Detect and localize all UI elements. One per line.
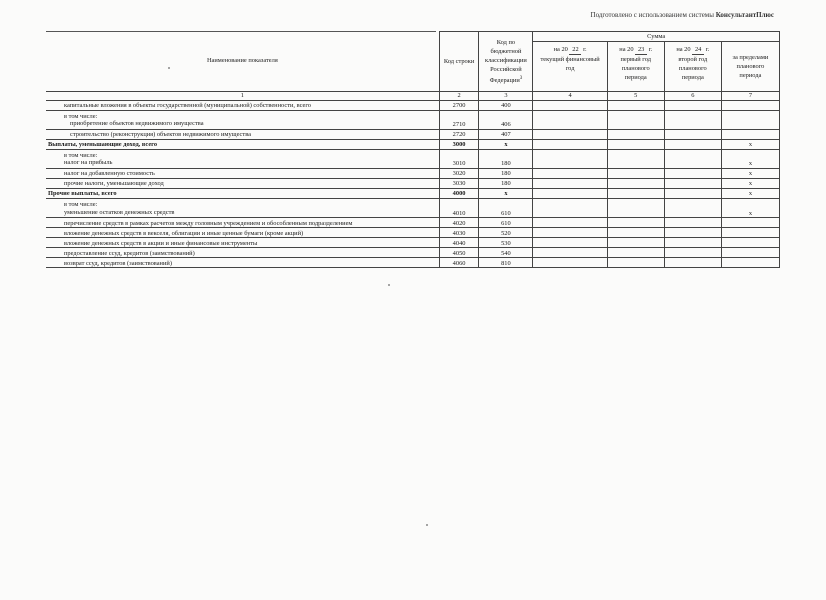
row-sum-year-3 xyxy=(664,238,721,248)
row-kbk: 540 xyxy=(479,248,533,258)
column-number: 2 xyxy=(439,92,479,101)
row-sum-beyond: x xyxy=(721,178,779,188)
row-sum-year-2 xyxy=(607,228,664,238)
header-name: Наименование показателя xyxy=(46,32,439,92)
header-kbk-line4: Российской xyxy=(490,65,522,73)
row-kbk: x xyxy=(479,188,533,198)
row-kbk: 610 xyxy=(479,218,533,228)
header-year-3-desc3: периода xyxy=(681,74,704,81)
row-sum-beyond xyxy=(721,228,779,238)
row-sum-beyond xyxy=(721,100,779,110)
table-row xyxy=(46,188,780,198)
row-kbk: 530 xyxy=(479,238,533,248)
row-kbk: 520 xyxy=(479,228,533,238)
row-sum-year-2 xyxy=(607,149,664,168)
table-row xyxy=(46,139,780,149)
header-beyond-line2: планового xyxy=(736,63,765,70)
row-sum-year-1 xyxy=(533,178,607,188)
row-name xyxy=(46,139,439,149)
header-year-2-post: г. xyxy=(648,46,653,53)
row-kbk: 180 xyxy=(479,149,533,168)
row-sum-year-2 xyxy=(607,188,664,198)
row-sum-year-3 xyxy=(664,198,721,217)
header-year-2 xyxy=(607,42,664,92)
header-beyond-line1: за пределами xyxy=(732,54,769,61)
row-name xyxy=(46,258,439,268)
row-code: 4030 xyxy=(439,228,479,238)
row-sum-year-3 xyxy=(664,168,721,178)
row-sum-year-1 xyxy=(533,188,607,198)
table-row xyxy=(46,258,780,268)
row-label: уменьшение остатков денежных средств xyxy=(64,208,175,216)
table-row xyxy=(46,110,780,129)
row-code: 4040 xyxy=(439,238,479,248)
row-sum-year-2 xyxy=(607,198,664,217)
row-label: приобретение объектов недвижимого имущества xyxy=(70,120,204,128)
header-beyond xyxy=(721,42,779,92)
row-code: 3020 xyxy=(439,168,479,178)
row-code: 3000 xyxy=(439,139,479,149)
column-number: 3 xyxy=(479,92,533,101)
row-sum-year-1 xyxy=(533,100,607,110)
row-sum-year-1 xyxy=(533,258,607,268)
row-sum-year-2 xyxy=(607,238,664,248)
row-prefix: в том числе: xyxy=(64,151,98,159)
scan-speck xyxy=(388,284,390,286)
header-kbk-line5-text: Федерации xyxy=(489,77,520,85)
row-name xyxy=(46,218,439,228)
row-label: Прочие выплаты, всего xyxy=(48,190,117,198)
row-sum-year-3 xyxy=(664,110,721,129)
table-header-row-1 xyxy=(46,32,780,42)
table-row xyxy=(46,238,780,248)
table-body xyxy=(46,100,780,268)
row-name xyxy=(46,228,439,238)
table-row xyxy=(46,149,780,168)
row-sum-year-2 xyxy=(607,139,664,149)
header-year-1 xyxy=(533,42,607,92)
row-sum-year-3 xyxy=(664,258,721,268)
table-row xyxy=(46,198,780,217)
row-label: вложение денежных средств в акции и иные финансовые инструменты xyxy=(64,239,258,247)
row-label: возврат ссуд, кредитов (заимствований) xyxy=(64,259,172,267)
header-year-3-title xyxy=(667,45,719,55)
column-number: 1 xyxy=(46,92,439,101)
header-year-1-value: 22 xyxy=(569,45,581,55)
row-code: 2720 xyxy=(439,129,479,139)
row-sum-year-1 xyxy=(533,218,607,228)
header-year-3-pre: на 20 xyxy=(676,46,691,53)
row-kbk: 407 xyxy=(479,129,533,139)
header-year-2-desc2: планового xyxy=(621,65,650,72)
row-prefix: в том числе: xyxy=(64,112,98,120)
row-code: 4000 xyxy=(439,188,479,198)
header-year-2-desc1: первый год xyxy=(620,56,652,63)
column-number-row xyxy=(46,92,780,101)
row-kbk: 406 xyxy=(479,110,533,129)
row-sum-year-1 xyxy=(533,238,607,248)
row-sum-year-3 xyxy=(664,100,721,110)
row-sum-year-1 xyxy=(533,139,607,149)
row-kbk: 180 xyxy=(479,168,533,178)
row-name xyxy=(46,100,439,110)
row-sum-year-3 xyxy=(664,149,721,168)
row-sum-year-1 xyxy=(533,168,607,178)
row-sum-beyond xyxy=(721,258,779,268)
row-sum-year-1 xyxy=(533,248,607,258)
row-prefix: в том числе: xyxy=(64,200,98,208)
row-name xyxy=(46,129,439,139)
row-sum-year-3 xyxy=(664,139,721,149)
row-sum-year-3 xyxy=(664,228,721,238)
table-row xyxy=(46,168,780,178)
row-kbk: 400 xyxy=(479,100,533,110)
header-year-3-post: г. xyxy=(705,46,710,53)
row-code: 3030 xyxy=(439,178,479,188)
row-name xyxy=(46,178,439,188)
column-number: 4 xyxy=(533,92,607,101)
row-sum-year-2 xyxy=(607,100,664,110)
header-note xyxy=(591,11,774,19)
row-sum-beyond xyxy=(721,238,779,248)
row-sum-year-1 xyxy=(533,228,607,238)
header-code: Код строки xyxy=(439,32,479,92)
header-year-1-post: г. xyxy=(583,46,587,53)
row-code: 4050 xyxy=(439,248,479,258)
header-kbk-line1: Код по xyxy=(496,38,516,46)
header-kbk-footnote: 3 xyxy=(519,75,523,81)
financial-table xyxy=(46,31,780,268)
row-sum-year-3 xyxy=(664,248,721,258)
row-code: 3010 xyxy=(439,149,479,168)
row-sum-year-2 xyxy=(607,258,664,268)
column-number: 6 xyxy=(664,92,721,101)
table-row xyxy=(46,129,780,139)
row-code: 2700 xyxy=(439,100,479,110)
row-sum-year-2 xyxy=(607,168,664,178)
header-year-2-value: 23 xyxy=(635,45,647,55)
header-year-3 xyxy=(664,42,721,92)
row-sum-year-3 xyxy=(664,188,721,198)
row-sum-year-1 xyxy=(533,149,607,168)
header-note-prefix: Подготовлено с использованием системы xyxy=(590,11,714,19)
header-year-1-title xyxy=(535,45,604,55)
header-year-2-desc3: периода xyxy=(624,74,647,81)
header-year-3-desc1: второй год xyxy=(678,56,708,63)
row-kbk: x xyxy=(479,139,533,149)
row-sum-year-2 xyxy=(607,110,664,129)
row-kbk: 810 xyxy=(479,258,533,268)
row-name xyxy=(46,248,439,258)
row-sum-beyond: x xyxy=(721,188,779,198)
table-row xyxy=(46,218,780,228)
row-sum-beyond xyxy=(721,129,779,139)
row-code: 4020 xyxy=(439,218,479,228)
row-label: предоставление ссуд, кредитов (заимствований) xyxy=(64,249,195,257)
row-label: Выплаты, уменьшающие доход, всего xyxy=(48,141,158,149)
table-row xyxy=(46,178,780,188)
row-sum-year-2 xyxy=(607,129,664,139)
row-code: 4060 xyxy=(439,258,479,268)
column-number: 7 xyxy=(721,92,779,101)
header-kbk-line2: бюджетной xyxy=(490,47,522,55)
row-sum-beyond xyxy=(721,110,779,129)
row-name xyxy=(46,198,439,217)
row-name xyxy=(46,110,439,129)
header-note-brand: КонсультантПлюс xyxy=(715,11,774,19)
row-code: 4010 xyxy=(439,198,479,217)
column-number: 5 xyxy=(607,92,664,101)
row-label: налог на прибыль xyxy=(64,159,113,167)
header-sum: Сумма xyxy=(533,32,780,42)
scan-speck xyxy=(168,67,170,69)
row-kbk: 610 xyxy=(479,198,533,217)
row-sum-year-1 xyxy=(533,198,607,217)
row-sum-year-1 xyxy=(533,129,607,139)
row-sum-beyond: x xyxy=(721,198,779,217)
row-sum-year-2 xyxy=(607,248,664,258)
row-label: налог на добавленную стоимость xyxy=(64,170,155,178)
row-kbk: 180 xyxy=(479,178,533,188)
scan-speck xyxy=(426,524,428,526)
header-beyond-line3: периода xyxy=(739,72,762,79)
row-label: прочие налоги, уменьшающие доход xyxy=(64,180,164,188)
row-sum-year-3 xyxy=(664,218,721,228)
row-label: перечисление средств в рамках расчетов между головным учреждением и обособленным подразделением xyxy=(64,219,353,227)
row-sum-beyond: x xyxy=(721,149,779,168)
header-kbk-line3: классификации xyxy=(484,56,527,64)
header-year-1-desc: текущий финансовый год xyxy=(540,56,600,72)
row-sum-year-2 xyxy=(607,218,664,228)
row-sum-year-3 xyxy=(664,129,721,139)
header-year-3-desc2: планового xyxy=(678,65,707,72)
row-sum-year-2 xyxy=(607,178,664,188)
header-year-2-pre: на 20 xyxy=(619,46,634,53)
row-name xyxy=(46,238,439,248)
header-year-3-value: 24 xyxy=(692,45,704,55)
table-row xyxy=(46,228,780,238)
row-sum-year-1 xyxy=(533,110,607,129)
row-sum-beyond xyxy=(721,248,779,258)
table-row xyxy=(46,100,780,110)
header-year-2-title xyxy=(610,45,662,55)
row-name xyxy=(46,149,439,168)
row-sum-beyond: x xyxy=(721,139,779,149)
header-year-1-pre: на 20 xyxy=(553,46,568,53)
row-label: вложение денежных средств в векселя, облигации и иные ценные бумаги (кроме акций) xyxy=(64,229,304,237)
row-label: строительство (реконструкция) объектов недвижимого имущества xyxy=(70,131,251,139)
row-name xyxy=(46,188,439,198)
row-sum-beyond: x xyxy=(721,168,779,178)
row-code: 2710 xyxy=(439,110,479,129)
header-kbk-line5 xyxy=(481,74,530,85)
row-sum-beyond xyxy=(721,218,779,228)
header-kbk xyxy=(479,32,533,92)
row-name xyxy=(46,168,439,178)
row-sum-year-3 xyxy=(664,178,721,188)
row-label: капитальные вложения в объекты государственной (муниципальной) собственности, всего xyxy=(64,102,311,109)
table-row xyxy=(46,248,780,258)
